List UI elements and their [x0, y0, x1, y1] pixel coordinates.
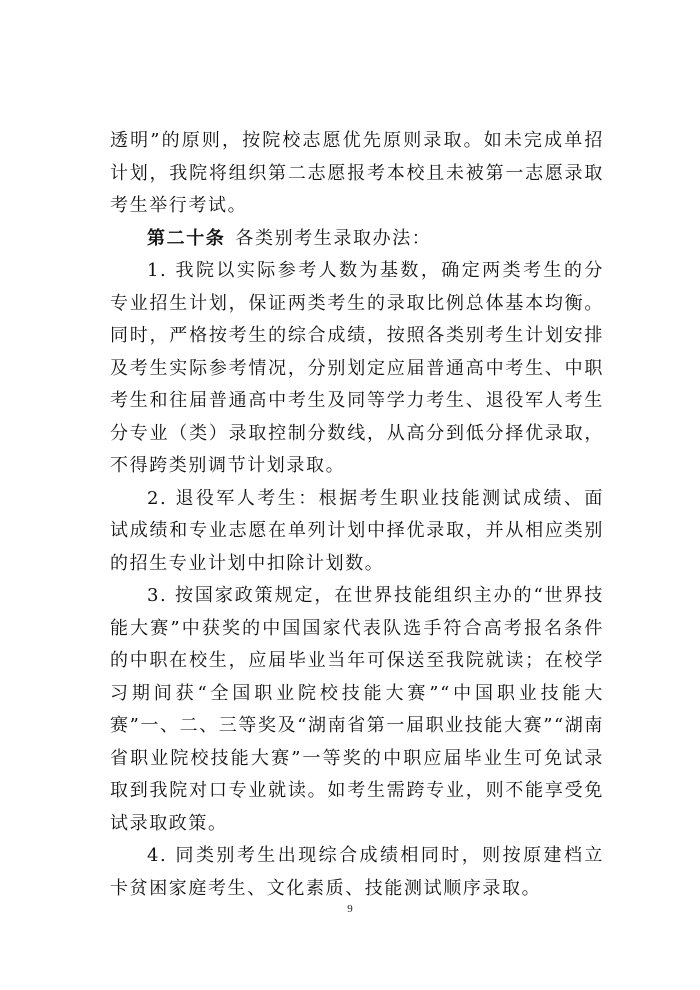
paragraph-item-2: 2. 退役军人考生：根据考生职业技能测试成绩、面试成绩和专业志愿在单列计划中择优录取，并从相应类别的招生专业计划中扣除计划数。	[110, 487, 604, 574]
article-20-heading	[110, 223, 604, 256]
paragraph-item-3: 3. 按国家政策规定，在世界技能组织主办的“世界技能大赛”中获奖的中国国家代表队选手符合高考报名条件的中职在校生，应届毕业当年可保送至我院就读；在校学习期间获“全国职业院校技能大赛”“中国职业技能大赛”一、二、三等奖及“湖南省第一届职业技能大赛”“湖南省职业院校技能大赛”一等奖的中职应届毕业生可免试录取到我院对口专业就读。如考生需跨专业，则不能享受免试录取政策。	[110, 585, 605, 834]
article-number: 第二十条	[147, 227, 226, 249]
article-title: 各类别考生录取办法：	[235, 227, 432, 249]
page-number: 9	[347, 903, 353, 915]
paragraph-item-4: 4. 同类别考生出现综合成绩相同时，则按原建档立卡贫困家庭考生、文化素质、技能测试顺序录取。	[110, 845, 604, 899]
document-body	[110, 125, 604, 905]
paragraph-item-1: 1. 我院以实际参考人数为基数，确定两类考生的分专业招生计划，保证两类考生的录取比例总体基本均衡。同时，严格按考生的综合成绩，按照各类别考生计划安排及考生实际参考情况，分别划定应届普通高中考生、中职考生和往届普通高中考生及同等学力考生、退役军人考生分专业（类）录取控制分数线，从高分到低分择优录取，不得跨类别调节计划录取。	[110, 260, 604, 476]
paragraph-continued: 透明”的原则，按院校志愿优先原则录取。如未完成单招计划，我院将组织第二志愿报考本校且未被第一志愿录取考生举行考试。	[110, 130, 604, 216]
